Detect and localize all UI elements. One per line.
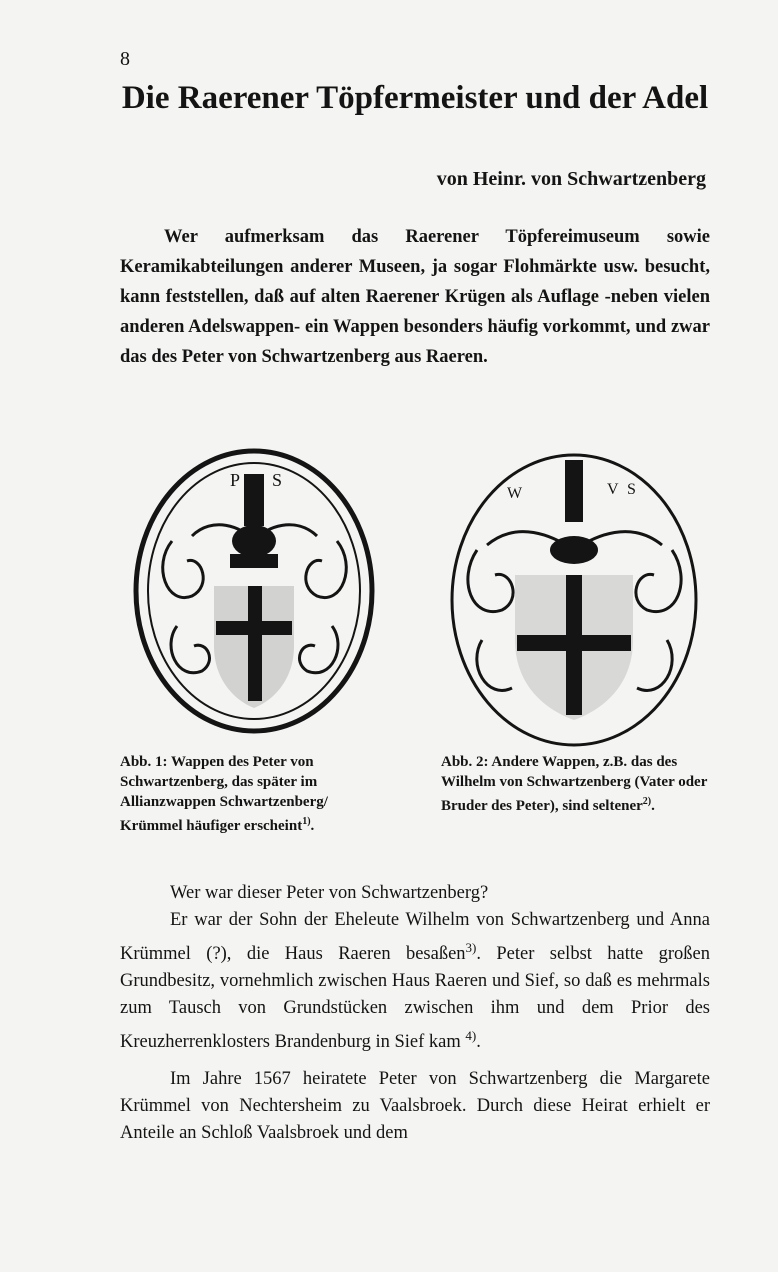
- footnote-marker: 1): [302, 816, 311, 827]
- footnote-marker: 2): [642, 796, 652, 807]
- page-title: Die Raerener Töpfermeister und der Adel: [121, 80, 709, 116]
- figure-caption-2: Abb. 2: Andere Wappen, z.B. das des Wilhelm von Schwartzenberg (Vater oder Bruder des Peter), sind seltener$^{2)}$.: [441, 754, 708, 814]
- author-line: von Heinr. von Schwartzenberg: [436, 168, 706, 190]
- paragraph: [120, 907, 710, 1056]
- coat-of-arms-icon: [132, 446, 377, 736]
- crest-letter-s: S: [272, 470, 283, 490]
- footnote-marker: 3): [465, 940, 477, 955]
- intro-paragraph: Wer aufmerksam das Raerener Töpfereimuseum sowie Keramikabteilungen anderer Museen, ja sogar Flohmärkte usw. besucht, kann feststellen, daß auf alten Raerener Krügen als Auflage -neben vielen anderen Adelswappen- ein Wappen besonders häufig vorkommt, und zwar das des Peter von Schwartzenberg aus Raeren.: [120, 227, 710, 367]
- crest-letter-v: V: [607, 481, 619, 498]
- caption-text: Abb. 1: Wappen des Peter von Schwartzenberg, das später im Allianzwappen Schwartzenberg/ Krümmel häufiger erscheint: [120, 754, 328, 834]
- footnote-marker: 4): [465, 1028, 477, 1044]
- paragraph-text: .: [476, 1032, 481, 1053]
- caption-text: Abb. 2: Andere Wappen, z.B. das des Wilhelm von Schwartzenberg (Vater oder Bruder des Peter), sind seltener: [441, 754, 708, 814]
- paragraph: Wer war dieser Peter von Schwartzenberg?: [170, 883, 489, 903]
- paragraph-text: Er war der Sohn der Eheleute Wilhelm von Schwartzenberg und Anna Krümmel (?), die Haus Raeren besaßen: [120, 910, 710, 965]
- paragraph: Im Jahre 1567 heiratete Peter von Schwartzenberg die Margarete Krümmel von Nechtersheim zu Vaalsbroek. Durch diese Heirat erhielt er Anteile an Schloß Vaalsbroek und dem: [120, 1069, 710, 1144]
- figure-caption-1: Abb. 1: Wappen des Peter von Schwartzenberg, das später im Allianzwappen Schwartzenberg/ Krümmel häufiger erscheint$^{1)}$.: [120, 754, 328, 834]
- crest-letter-p: P: [230, 470, 241, 490]
- coat-of-arms-icon: [447, 450, 702, 750]
- page-number: 8: [120, 48, 130, 70]
- body-text: [120, 880, 710, 1147]
- crest-letter-w: W: [507, 485, 523, 502]
- paragraph-text: . Peter selbst hatte großen Grundbesitz, vornehmlich zwischen Haus Raeren und Sief, so daß es mehrmals zum Tausch von Grundstücken zwischen ihm und dem Prior des Kreuzherrenklosters Brandenburg in Sief kam: [120, 944, 710, 1053]
- crest-letter-s: S: [627, 481, 636, 498]
